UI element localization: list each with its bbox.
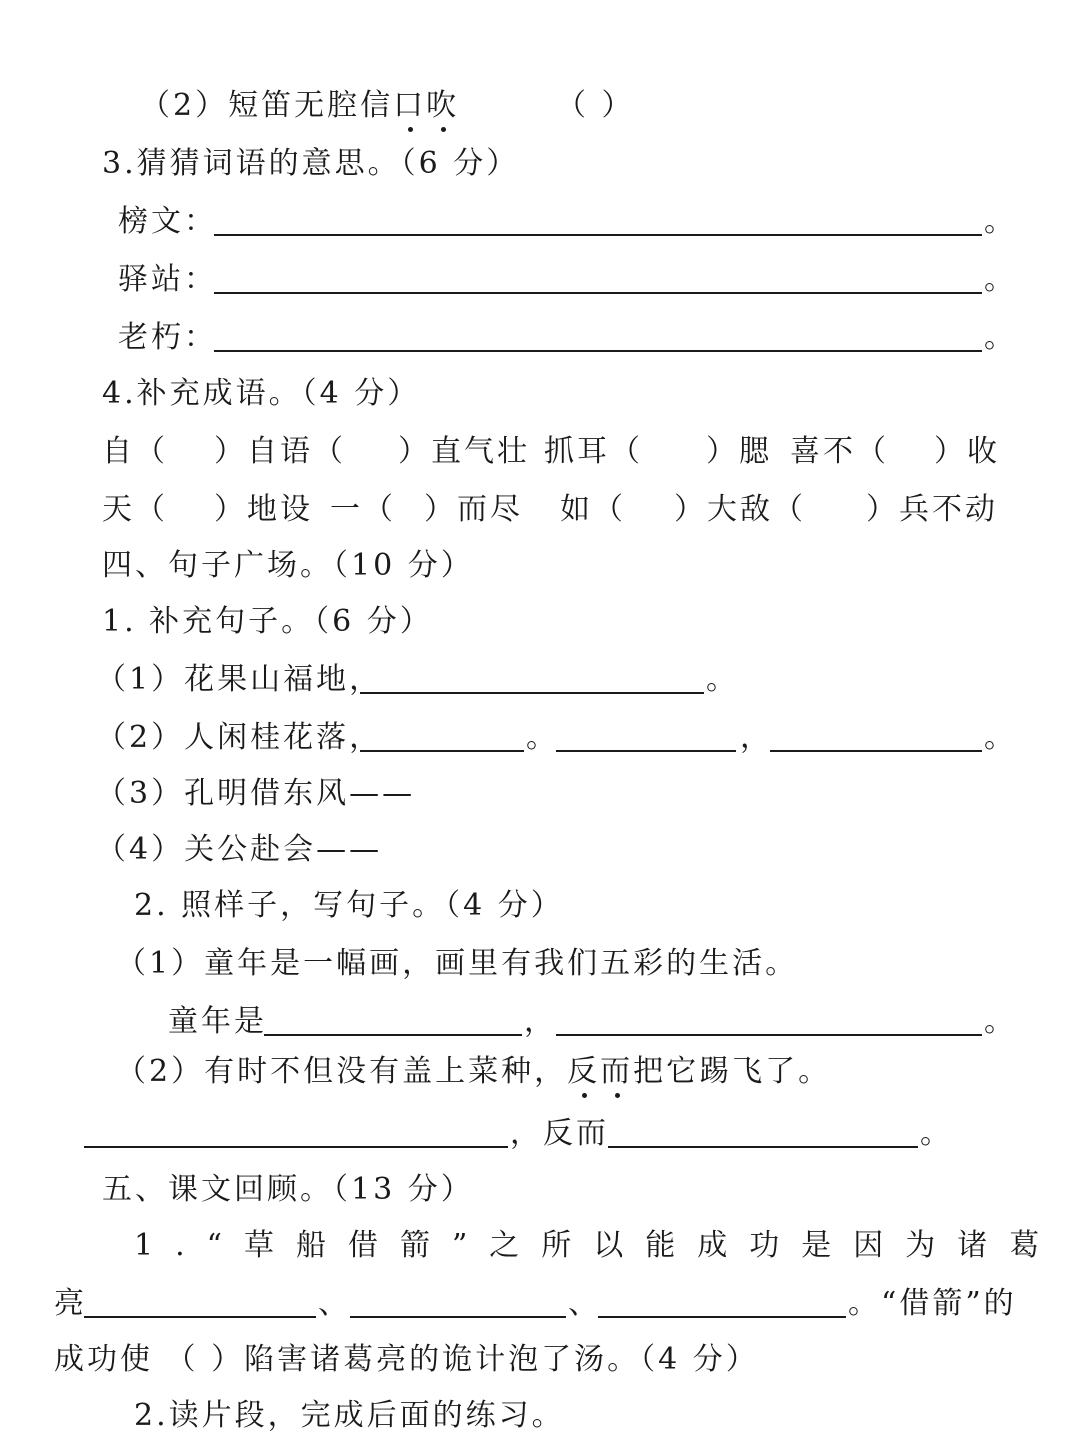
- q4-title: 4.补充成语。（4 分）: [102, 376, 421, 411]
- sec5-q2-line: [0, 1388, 1080, 1444]
- example-2-answer: [0, 1106, 1080, 1162]
- q3-item: [0, 252, 1080, 308]
- sec4-title-line: [0, 538, 1080, 594]
- separator: 、: [318, 1286, 351, 1321]
- sec5-q1-text: 亮: [54, 1286, 87, 1321]
- idiom-part: ）地设: [214, 492, 313, 527]
- idiom-part: ）而尽: [424, 492, 523, 527]
- q3-title-line: [0, 136, 1080, 192]
- period: 。: [706, 662, 739, 697]
- q3-word: 老朽：: [118, 320, 217, 355]
- idiom-part: 如（: [560, 492, 626, 527]
- period: 。: [526, 720, 559, 755]
- answer-blank[interactable]: [556, 750, 736, 752]
- q3-word: 榜文：: [118, 204, 217, 239]
- q3-word: 驿站：: [118, 262, 217, 297]
- sentence-4: [0, 822, 1080, 878]
- sec4-sub2-line: [0, 878, 1080, 934]
- idiom-row-2: [0, 482, 1080, 538]
- q4-title-line: [0, 366, 1080, 422]
- emphasis-char: 吹: [426, 86, 459, 126]
- example-1-answer: [0, 994, 1080, 1050]
- answer-blank[interactable]: [84, 1146, 508, 1148]
- sec5-q1-text: 成功使 （ ）陷害诸葛亮的诡计泡了汤。（4 分）: [54, 1342, 759, 1377]
- answer-blank[interactable]: [360, 750, 524, 752]
- answer-blank[interactable]: [84, 1316, 316, 1318]
- period: 。: [984, 720, 1017, 755]
- q2-2-line: [0, 78, 1080, 134]
- answer-blank[interactable]: [770, 750, 982, 752]
- separator: 、: [568, 1286, 601, 1321]
- sec5-q2-text: 2.读片段，完成后面的练习。: [134, 1398, 565, 1433]
- period: 。: [984, 204, 1017, 239]
- emphasis-char: 而: [600, 1052, 633, 1092]
- q3-title: 3.猜猜词语的意思。（6 分）: [102, 146, 520, 181]
- sentence-1: [0, 652, 1080, 708]
- sec5-title: 五、课文回顾。（13 分）: [102, 1172, 474, 1207]
- answer-blank[interactable]: [214, 292, 982, 294]
- sec5-title-line: [0, 1162, 1080, 1218]
- emphasis-char: 反: [567, 1052, 600, 1092]
- q3-item: [0, 310, 1080, 366]
- sec4-sub2: 2. 照样子，写句子。（4 分）: [134, 888, 564, 923]
- answer-paren[interactable]: （ ）: [556, 88, 635, 123]
- sec4-sub1-line: [0, 594, 1080, 650]
- sec5-q1-text: 。“借箭”的: [848, 1286, 1017, 1321]
- answer-blank[interactable]: [214, 350, 982, 352]
- example-2: [0, 1044, 1080, 1100]
- answer-blank[interactable]: [608, 1146, 918, 1148]
- comma: ，: [740, 720, 773, 755]
- example-text: （1）童年是一幅画，画里有我们五彩的生活。: [116, 946, 799, 981]
- sentence-text: （2）人闲桂花落，: [96, 720, 383, 755]
- sentence-text: （3）孔明借东风——: [96, 776, 416, 811]
- comma: ，: [524, 1004, 557, 1039]
- answer-blank[interactable]: [264, 1034, 522, 1036]
- sentence-text: （4）关公赴会——: [96, 832, 383, 867]
- idiom-part: ）自语（: [214, 434, 346, 469]
- answer-blank[interactable]: [556, 1034, 982, 1036]
- sec4-sub1: 1. 补充句子。（6 分）: [102, 604, 433, 639]
- answer-blank[interactable]: [360, 692, 704, 694]
- sentence-2: [0, 710, 1080, 766]
- idiom-part: ）腮: [706, 434, 772, 469]
- example-text: （2）有时不但没有盖上菜种，反而把它踢飞了。: [116, 1052, 831, 1092]
- idiom-part: ）兵不动: [866, 492, 998, 527]
- sec4-title: 四、句子广场。（10 分）: [102, 548, 474, 583]
- period: 。: [920, 1116, 953, 1151]
- sec5-q1-text: 1.“草船借箭”之所以能成功是因为诸葛: [134, 1228, 1062, 1263]
- example-1: [0, 936, 1080, 992]
- idiom-part: 一（: [330, 492, 396, 527]
- idiom-part: 抓耳（: [544, 434, 643, 469]
- idiom-part: ）收: [934, 434, 1000, 469]
- period: 。: [984, 1004, 1017, 1039]
- answer-blank[interactable]: [350, 1316, 566, 1318]
- idiom-part: 天（: [102, 492, 168, 527]
- q3-item: [0, 194, 1080, 250]
- idiom-part: 自（: [102, 434, 168, 469]
- q2-2-text: （2）短笛无腔信口吹: [140, 86, 459, 126]
- idiom-part: 喜不（: [790, 434, 889, 469]
- sec5-q1-line2: [0, 1276, 1080, 1332]
- sec5-q1-line1: [0, 1218, 1080, 1274]
- answer-prefix: 童年是: [168, 1004, 267, 1039]
- sentence-3: [0, 766, 1080, 822]
- idiom-part: ）直气壮: [398, 434, 530, 469]
- idiom-row-1: [0, 424, 1080, 480]
- answer-blank[interactable]: [214, 234, 982, 236]
- emphasis-char: 口: [393, 86, 426, 126]
- period: 。: [984, 262, 1017, 297]
- answer-blank[interactable]: [598, 1316, 846, 1318]
- idiom-part: ）大敌（: [674, 492, 806, 527]
- period: 。: [984, 320, 1017, 355]
- sentence-text: （1）花果山福地，: [96, 662, 383, 697]
- sec5-q1-line3: [0, 1332, 1080, 1388]
- connector: ，反而: [510, 1116, 609, 1151]
